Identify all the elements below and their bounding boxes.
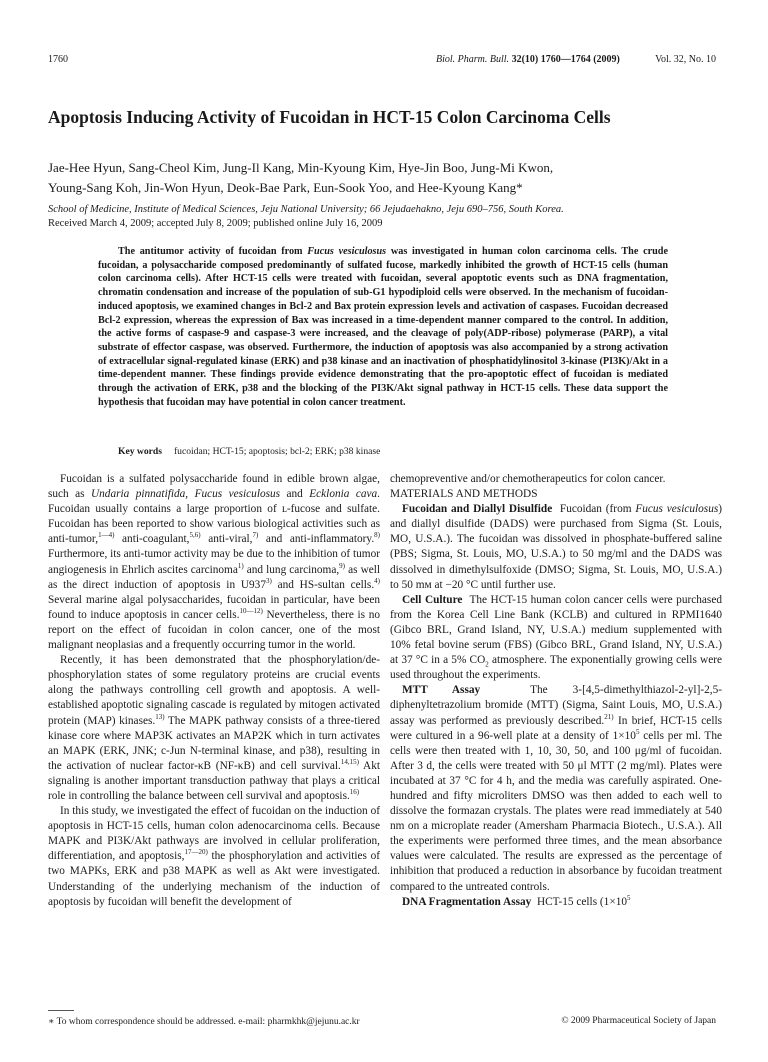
affiliation-block — [48, 203, 718, 231]
author-list — [48, 158, 708, 198]
section-heading-methods: MATERIALS AND METHODS — [390, 488, 538, 501]
intro-continuation: chemopreventive and/or chemotherapeutics for colon cancer. — [390, 473, 666, 485]
running-header — [48, 54, 716, 68]
abstract: The antitumor activity of fucoidan from Fucus vesiculosus was investigated in human colon carcinoma cells. The crude fucoidan, a polysaccharide composed predominantly of sulfated fucose, markedly inhibited the growth of HCT-15 cells (human colon carcinoma cells). After HCT-15 cells were treated with fucoidan, several apoptotic events such as DNA fragmentation, chromatin condensation and increase of the population of sub-G1 hypodiploid cells were observed. In the mechanism of fucoidan-induced apoptosis, we examined changes in Bcl-2 and Bax protein expression levels and activation of caspases. Fucoidan decreased Bcl-2 expression, whereas the expression of Bax was increased in a time-dependent manner compared to the control. In addition, the active forms of caspase-9 and caspase-3 were increased, and the cleavage of poly(ADP-ribose) polymerase (PARP), a vital substrate of effector caspase, was observed. Furthermore, the induction of apoptosis was also accompanied by a strong activation of extracellular signal-regulated kinase (ERK) and p38 kinase and an inactivation of phosphatidylinositol 3-kinase (PI3K)/Akt in a time-dependent manner. These findings provide evidence demonstrating that the pro-apoptotic effect of fucoidan is mediated through the activation of ERK, p38 and the blocking of the PI3K/Akt signal pathway in HCT-15 cells. These data support the hypothesis that fucoidan may have potential in colon cancer treatment. — [98, 246, 668, 408]
subheading-fucoidan-dads: Fucoidan and Diallyl Disulfide — [402, 503, 553, 516]
keywords-text: fucoidan; HCT-15; apoptosis; bcl-2; ERK; p38 kinase — [173, 446, 381, 457]
intro-paragraph-2: Recently, it has been demonstrated that the phosphorylation/de-phosphorylation states of some regulatory proteins are crucial events along the pathways controlling cell growth and apoptosis. A well-established apoptotic signaling cascade is regulated by mitogen activated protein (MAP) kinases.$^{13)}$ The MAPK pathway consists of a three-tiered kinase core where MAP3K activates an MAP2K which in turn activates an MAPK (ERK, JNK; c-Jun N-terminal kinase, and p38), resulting in the activation of nuclear factor-κB (NF-κB) and cell survival.$^{14,15)}$ Akt signaling is another important transduction pathway that plays a critical role in controlling the balance between cell survival and apoptosis.$^{16)}$ — [48, 654, 380, 802]
methods-mtt-assay: MTT Assay The 3-[4,5-dimethylthiazol-2-yl]-2,5-diphenyltetrazolium bromide (MTT) (Sigma, Saint Louis, MO, U.S.A.) assay was performed as previously described.$^{21)}$ In brief, HCT-15 cells were cultured in a 96-well plate at a density of $1\times 10^5$ cells per ml. The cells were then treated with 1, 10, 30, 50, and 100 μg/ml of fucoidan. After 3 d, the cells were treated with 50 μl MTT (2 mg/ml). Plates were incubated at 37 °C for 4 h, and the media was carefully aspirated. One-hundred and fifty microliters DMSO was then added to each well to dissolve the formazan crystals. The plates were read immediately at 540 nm on a microplate reader (Amersham Pharmacia Biotech., U.S.A.). All the experiments were performed three times, and the mean absorbance values were calculated. The results are expressed as the percentage of inhibition that produced a reduction in absorbance by fucoidan treatment compared to the untreated controls. — [390, 684, 722, 893]
journal-citation: Biol. Pharm. Bull. 32(10) 1760—1764 (2009) — [436, 54, 620, 65]
subheading-mtt-assay: MTT Assay — [402, 684, 481, 697]
author-line-2: Young-Sang Koh, Jin-Won Hyun, Deok-Bae Park, Eun-Sook Yoo, and Hee-Kyoung Kang* — [48, 180, 523, 195]
keywords — [118, 446, 380, 457]
subheading-cell-culture: Cell Culture — [402, 593, 463, 606]
left-column — [48, 472, 380, 910]
right-column — [390, 472, 722, 910]
volume-issue: Vol. 32, No. 10 — [655, 54, 716, 65]
correspondence-footnote: ∗ To whom correspondence should be addressed. e-mail: pharmkhk@jejunu.ac.kr — [48, 1017, 360, 1027]
copyright-notice: © 2009 Pharmaceutical Society of Japan — [561, 1016, 716, 1026]
intro-paragraph-1: Fucoidan is a sulfated polysaccharide found in edible brown algae, such as Undaria pinnatifida, Fucus vesiculosus and Ecklonia cava. Fucoidan usually contains a large proportion of ʟ-fucose and sulfate. Fucoidan has been reported to show various biological activities such as anti-tumor,$^{1—4)}$ anti-coagulant,$^{5,6)}$ anti-viral,$^{7)}$ and anti-inflammatory.$^{8)}$ Furthermore, its anti-tumor activity may be due to the inhibition of tumor angiogenesis in Ehrlich ascites carcinoma$^{1)}$ and lung carcinoma,$^{9)}$ as well as the direct induction of apoptosis in U937$^{3)}$ and HS-sultan cells.$^{4)}$ Several marine algal polysaccharides, fucoidan in particular, have been found to induce apoptosis in cancer cells.$^{10—12)}$ Nevertheless, there is no report on the effect of fucoidan in colon cancer, one of the most malignant neoplasias and a frequently occurring tumor in the world. — [48, 473, 381, 652]
methods-fucoidan-dads: Fucoidan and Diallyl Disulfide Fucoidan (from Fucus vesiculosus) and diallyl disulfide (DADS) were purchased from Sigma (St. Louis, MO, U.S.A.). The fucoidan was dissolved in phosphate-buffered saline (PBS; Sigma, St. Louis, MO, U.S.A.) to 50 mg/ml and the DADS was dissolved in dimethylsulfoxide (DMSO; Sigma, St. Louis, MO, U.S.A.) to 50 mᴍ at −20 °C until further use. — [390, 503, 723, 591]
received-dates: Received March 4, 2009; accepted July 8, 2009; published online July 16, 2009 — [48, 218, 383, 229]
methods-cell-culture: Cell Culture The HCT-15 human colon cancer cells were purchased from the Korea Cell Line Bank (KCLB) and cultured in RPMI1640 (Gibco BRL, Grand Island, NY, U.S.A.) medium supplemented with 10% fetal bovine serum (FBS) (Gibco BRL, Grand Island, NY, U.S.A.) at 37 °C in a 5% $CO_2$ atmosphere. The exponentially growing cells were used throughout the experiments. — [390, 593, 722, 682]
methods-dna-fragmentation: DNA Fragmentation Assay HCT-15 cells ($1\times 10^5$ — [402, 893, 631, 908]
keywords-label: Key words — [118, 446, 162, 457]
subheading-dna-fragmentation: DNA Fragmentation Assay — [402, 895, 532, 908]
article-title: Apoptosis Inducing Activity of Fucoidan in HCT-15 Colon Carcinoma Cells — [48, 107, 611, 127]
author-line-1: Jae-Hee Hyun, Sang-Cheol Kim, Jung-Il Kang, Min-Kyoung Kim, Hye-Jin Boo, Jung-Mi Kwon, — [48, 160, 554, 175]
intro-paragraph-3: In this study, we investigated the effect of fucoidan on the induction of apoptosis in HCT-15 cells, human colon adenocarcinoma cells. Because MAPK and PI3K/Akt pathways are involved in cellular proliferation, differentiation, and apoptosis,$^{17—20)}$ the phosphorylation and activities of two MAPKs, ERK and p38 MAPK as well as Akt were investigated. Understanding of the underlying mechanism of the induction of apoptosis by fucoidan will benefit the development of — [48, 805, 380, 908]
footnote-rule — [48, 1010, 74, 1011]
page-number: 1760 — [48, 54, 68, 65]
affiliation: School of Medicine, Institute of Medical Sciences, Jeju National University; 66 Jejudaehakno, Jeju 690–756, South Korea. — [48, 204, 564, 215]
